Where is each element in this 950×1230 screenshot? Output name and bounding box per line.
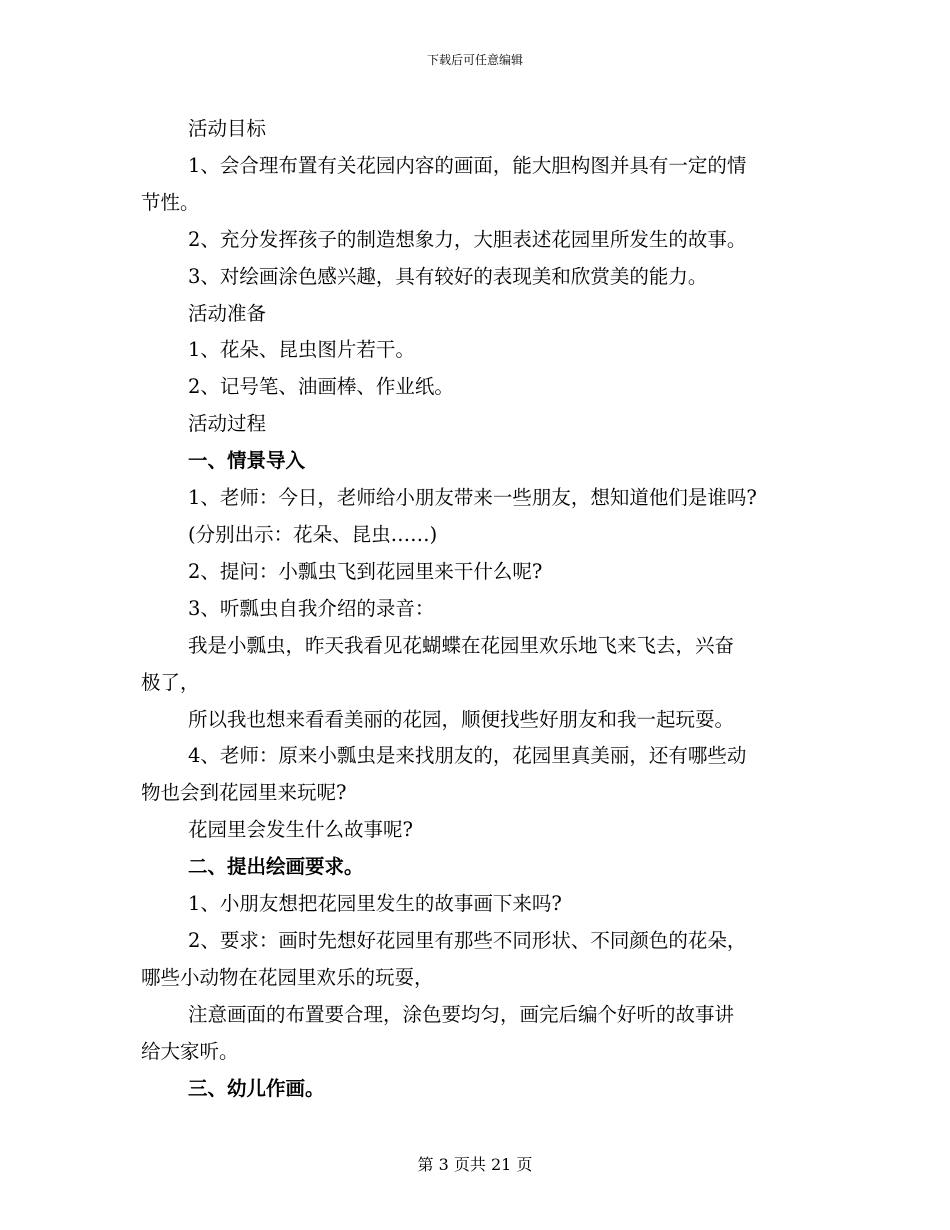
paragraph-line: 3、对绘画涂色感兴趣，具有较好的表现美和欣赏美的能力。 [188, 264, 708, 288]
paragraph-line: 2、提问：小瓢虫飞到花园里来干什么呢? [188, 559, 543, 583]
paragraph-line: 极了， [141, 670, 200, 694]
page-header: 下载后可任意编辑 [426, 53, 523, 67]
paragraph-line: 哪些小动物在花园里欢乐的玩耍， [141, 965, 434, 989]
paragraph-line: 2、充分发挥孩子的制造想象力，大胆表述花园里所发生的故事。 [188, 227, 747, 251]
paragraph-line: 所以我也想来看看美丽的花园，顺便找些好朋友和我一起玩耍。 [188, 707, 735, 731]
paragraph-line: 注意画面的布置要合理，涂色要均匀，画完后编个好听的故事讲 [188, 1002, 735, 1026]
paragraph-line: 1、花朵、昆虫图片若干。 [188, 338, 415, 362]
paragraph-line: 活动准备 [188, 301, 267, 325]
paragraph-line: 4、老师：原来小瓢虫是来找朋友的，花园里真美丽，还有哪些动 [188, 744, 747, 768]
paragraph-line: 1、老师：今日，老师给小朋友带来一些朋友，想知道他们是谁吗? [188, 486, 757, 510]
paragraph-line: 花园里会发生什么故事呢? [188, 818, 413, 842]
paragraph-line: 3、听瓢虫自我介绍的录音： [188, 596, 435, 620]
paragraph-line: 节性。 [141, 190, 200, 214]
paragraph-line: 1、会合理布置有关花园内容的画面，能大胆构图并具有一定的情 [188, 153, 747, 177]
section-heading: 一、情景导入 [188, 449, 306, 473]
paragraph-line: 给大家听。 [141, 1039, 239, 1063]
paragraph-line: 活动目标 [188, 117, 267, 140]
paragraph-line: 物也会到花园里来玩呢? [141, 781, 347, 805]
paragraph-line: 我是小瓢虫，昨天我看见花蝴蝶在花园里欢乐地飞来飞去，兴奋 [188, 633, 735, 657]
page-footer: 第 3 页共 21 页 [417, 1155, 533, 1174]
paragraph-line: 2、记号笔、油画棒、作业纸。 [188, 375, 454, 399]
paragraph-line: 2、要求：画时先想好花园里有那些不同形状、不同颜色的花朵， [188, 928, 747, 952]
paragraph-line: 1、小朋友想把花园里发生的故事画下来吗? [188, 892, 562, 916]
document-body [141, 111, 821, 1107]
paragraph-line: (分别出示：花朵、昆虫……) [188, 522, 438, 546]
section-heading: 二、提出绘画要求。 [188, 855, 364, 879]
paragraph-line: 活动过程 [188, 412, 267, 436]
section-heading: 三、幼儿作画。 [188, 1076, 325, 1100]
